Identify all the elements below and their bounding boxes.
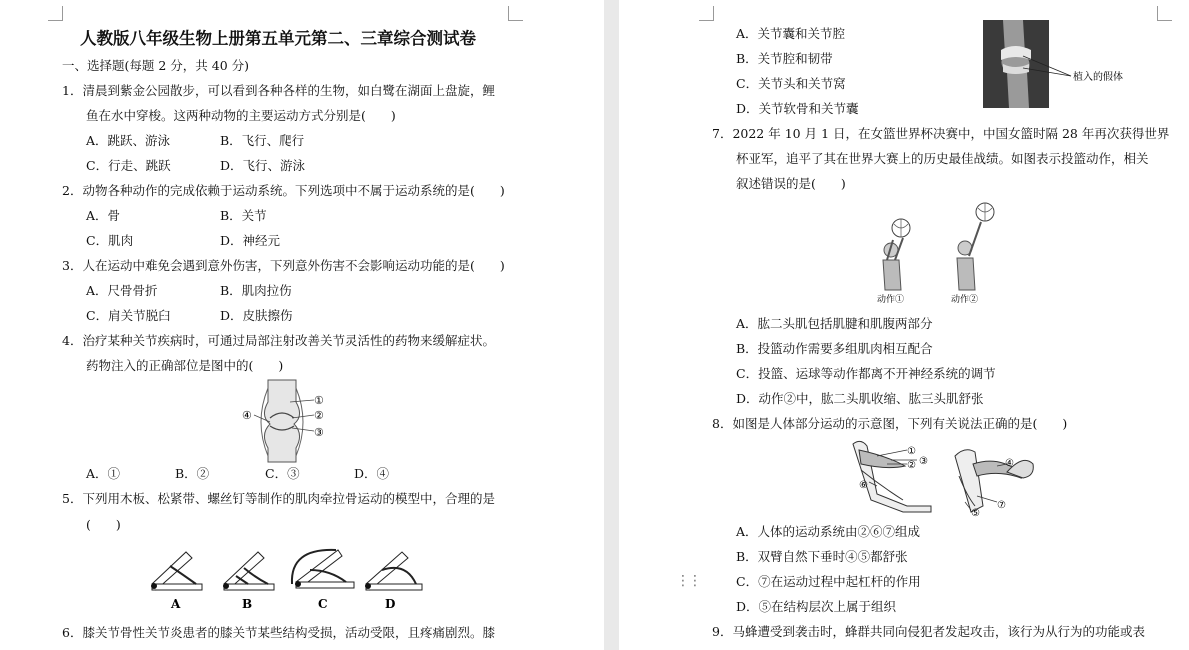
question-2-option-c: C．肌肉 — [86, 233, 134, 248]
question-6-option-b: B．关节腔和韧带 — [736, 51, 833, 66]
model-label-d: D — [385, 597, 396, 611]
question-3-option-d: D．皮肤擦伤 — [220, 308, 293, 323]
model-c — [292, 550, 354, 588]
question-4-stem-cont: 药物注入的正确部位是图中的( ) — [86, 358, 284, 373]
question-6-option-a: A．关节囊和关节腔 — [736, 26, 846, 41]
question-6-stem: 6．膝关节骨性关节炎患者的膝关节某些结构受损，活动受限，且疼痛剧烈。膝 — [62, 625, 495, 640]
question-7-option-d: D．动作②中，肱二头肌收缩、肱三头肌舒张 — [736, 391, 984, 406]
prosthesis-label: 植入的假体 — [1073, 72, 1123, 83]
extended-arm — [853, 441, 931, 512]
question-1-option-c: C．行走、跳跃 — [86, 158, 171, 173]
model-a — [151, 552, 202, 590]
question-6-option-d: D．关节软骨和关节囊 — [736, 101, 859, 116]
arm-label-3: ③ — [919, 456, 928, 467]
question-2-option-a: A．骨 — [86, 208, 121, 223]
model-label-c: C — [318, 597, 328, 611]
question-7-option-c: C．投篮、运球等动作都离不开神经系统的调节 — [736, 366, 996, 381]
crop-mark — [1157, 6, 1172, 21]
question-8-option-a: A．人体的运动系统由②⑥⑦组成 — [736, 524, 921, 539]
section-heading: 一、选择题(每题 2 分，共 40 分) — [62, 58, 250, 73]
question-7-stem-cont2: 叙述错误的是( ) — [736, 176, 846, 191]
crop-mark — [508, 6, 523, 21]
question-3-option-c: C．肩关节脱臼 — [86, 308, 171, 323]
question-2-option-d: D．神经元 — [220, 233, 281, 248]
player-2 — [957, 203, 994, 290]
document-page-right — [619, 0, 1189, 650]
knee-prosthesis-xray — [983, 20, 1173, 110]
model-b — [223, 552, 274, 590]
action-1-label: 动作① — [877, 295, 905, 305]
arm-movement-diagram — [847, 436, 1037, 518]
question-2-stem: 2．动物各种动作的完成依赖于运动系统。下列选项中不属于运动系统的是( ) — [62, 183, 505, 198]
question-4-option-b: B．② — [175, 466, 210, 481]
model-label-b: B — [242, 597, 253, 611]
question-1-stem-cont: 鱼在水中穿梭。这两种动物的主要运动方式分别是( ) — [86, 108, 396, 123]
model-label-a: A — [171, 597, 181, 611]
question-9-stem: 9．马蜂遭受到袭击时，蜂群共同向侵犯者发起攻击，该行为从行为的功能或表 — [712, 624, 1145, 639]
question-8-option-b: B．双臂自然下垂时④⑤都舒张 — [736, 549, 908, 564]
question-7-option-b: B．投篮动作需要多组肌肉相互配合 — [736, 341, 933, 356]
joint-label-3: ③ — [314, 426, 324, 439]
question-3-option-a: A．尺骨骨折 — [86, 283, 158, 298]
question-6-option-c: C．关节头和关节窝 — [736, 76, 846, 91]
player-1 — [883, 219, 910, 290]
flexed-arm — [955, 450, 1033, 512]
question-2-option-b: B．关节 — [220, 208, 267, 223]
question-8-stem: 8．如图是人体部分运动的示意图，下列有关说法正确的是( ) — [712, 416, 1068, 431]
question-1-option-d: D．飞行、游泳 — [220, 158, 306, 173]
page-title: 人教版八年级生物上册第五单元第二、三章综合测试卷 — [80, 29, 476, 48]
arm-label-2: ② — [907, 460, 916, 471]
question-4-option-a: A．① — [86, 466, 121, 481]
joint-label-2: ② — [314, 409, 324, 422]
drag-handle-icon[interactable]: ⋮⋮ — [676, 573, 700, 589]
question-3-option-b: B．肌肉拉伤 — [220, 283, 292, 298]
muscle-model-diagram — [140, 540, 440, 614]
question-7-option-a: A．肱二头肌包括肌腱和肌腹两部分 — [736, 316, 933, 331]
crop-mark — [48, 6, 63, 21]
question-1-option-a: A．跳跃、游泳 — [86, 133, 171, 148]
arm-label-4: ④ — [1005, 458, 1014, 469]
question-1-stem: 1．清晨到紫金公园散步，可以看到各种各样的生物，如白鹭在湖面上盘旋，鲤 — [62, 83, 495, 98]
question-4-option-c: C．③ — [265, 466, 300, 481]
question-5-stem-cont: ( ) — [86, 517, 121, 532]
action-2-label: 动作② — [951, 295, 979, 305]
basketball-shot-figure — [863, 198, 1013, 308]
question-4-stem: 4．治疗某种关节疾病时，可通过局部注射改善关节灵活性的药物来缓解症状。 — [62, 333, 495, 348]
question-7-stem: 7．2022 年 10 月 1 日，在女篮世界杯决赛中，中国女篮时隔 28 年再次获得世界 — [712, 126, 1170, 141]
joint-diagram — [240, 378, 340, 464]
question-4-option-d: D．④ — [354, 466, 390, 481]
joint-label-4: ④ — [242, 409, 252, 422]
question-8-option-c: C．⑦在运动过程中起杠杆的作用 — [736, 574, 921, 589]
arm-label-5: ⑤ — [971, 508, 980, 518]
model-d — [365, 552, 422, 590]
joint-label-1: ① — [314, 394, 324, 407]
question-7-stem-cont: 杯亚军，追平了其在世界大赛上的历史最佳战绩。如图表示投篮动作，相关 — [736, 151, 1149, 166]
question-3-stem: 3．人在运动中难免会遇到意外伤害，下列意外伤害不会影响运动功能的是( ) — [62, 258, 505, 273]
question-1-option-b: B．飞行、爬行 — [220, 133, 305, 148]
arm-label-1: ① — [907, 446, 916, 457]
crop-mark — [699, 6, 714, 21]
question-8-option-d: D．⑤在结构层次上属于组织 — [736, 599, 897, 614]
question-5-stem: 5．下列用木板、松紧带、螺丝钉等制作的肌肉牵拉骨运动的模型中，合理的是 — [62, 491, 495, 506]
arm-label-7: ⑦ — [997, 500, 1006, 511]
arm-label-6: ⑥ — [859, 480, 868, 491]
